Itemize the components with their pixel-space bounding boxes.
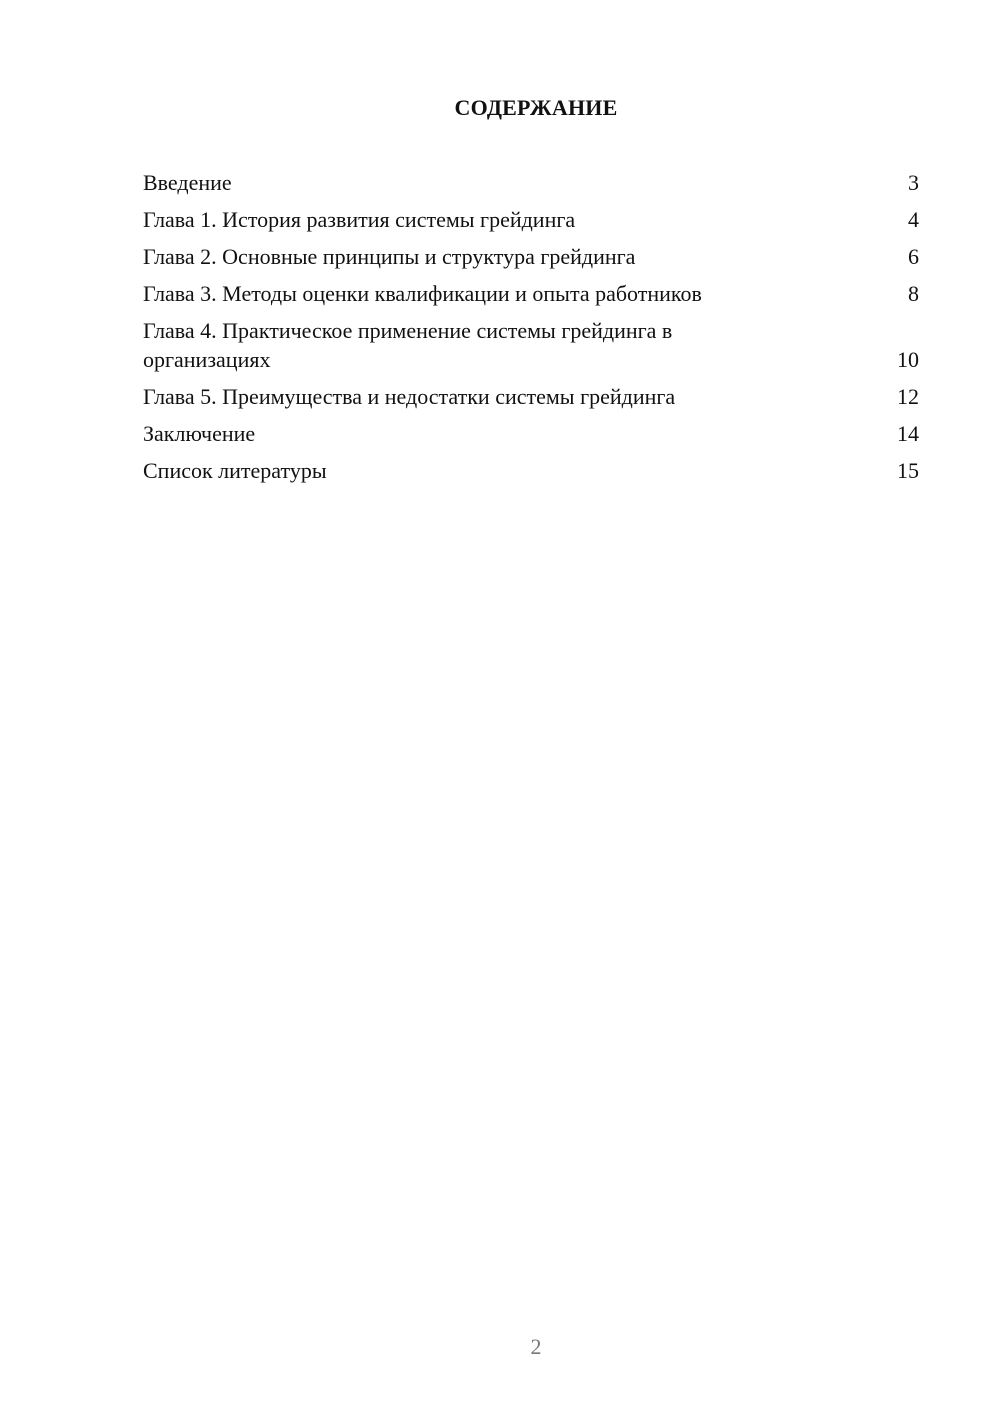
toc-entry-references[interactable] bbox=[143, 456, 919, 485]
toc-entry-title: Глава 5. Преимущества и недостатки системы грейдинга bbox=[143, 384, 676, 409]
toc-entry-chapter-3[interactable] bbox=[143, 279, 919, 308]
toc-entry-page: 4 bbox=[908, 207, 919, 232]
table-of-contents bbox=[143, 168, 919, 493]
toc-entry-page: 3 bbox=[908, 170, 919, 195]
toc-entry-title: Глава 1. История развития системы грейдинга bbox=[143, 207, 576, 232]
toc-entry-chapter-2[interactable] bbox=[143, 242, 919, 271]
toc-entry-chapter-5[interactable] bbox=[143, 382, 919, 411]
page-number: 2 bbox=[530, 1334, 542, 1359]
toc-entry-page: 8 bbox=[908, 281, 919, 306]
toc-entry-page: 15 bbox=[897, 458, 919, 483]
toc-entry-title: Глава 2. Основные принципы и структура грейдинга bbox=[143, 244, 636, 269]
toc-entry-title: Список литературы bbox=[143, 458, 327, 483]
toc-entry-page: 6 bbox=[908, 244, 919, 269]
toc-entry-page: 12 bbox=[897, 384, 919, 409]
toc-entry-title: Заключение bbox=[143, 421, 256, 446]
toc-entry-page: 14 bbox=[897, 421, 919, 446]
toc-entry-chapter-1[interactable] bbox=[143, 205, 919, 234]
page-title: СОДЕРЖАНИЕ bbox=[454, 95, 618, 120]
toc-entry-title: Введение bbox=[143, 170, 232, 195]
toc-entry-conclusion[interactable] bbox=[143, 419, 919, 448]
toc-entry-title: Глава 4. Практическое применение системы грейдинга в организациях bbox=[143, 318, 673, 372]
toc-entry-page: 10 bbox=[897, 347, 919, 372]
toc-entry-introduction[interactable] bbox=[143, 168, 919, 197]
toc-entry-title: Глава 3. Методы оценки квалификации и опыта работников bbox=[143, 281, 702, 306]
toc-entry-chapter-4[interactable] bbox=[143, 316, 919, 374]
